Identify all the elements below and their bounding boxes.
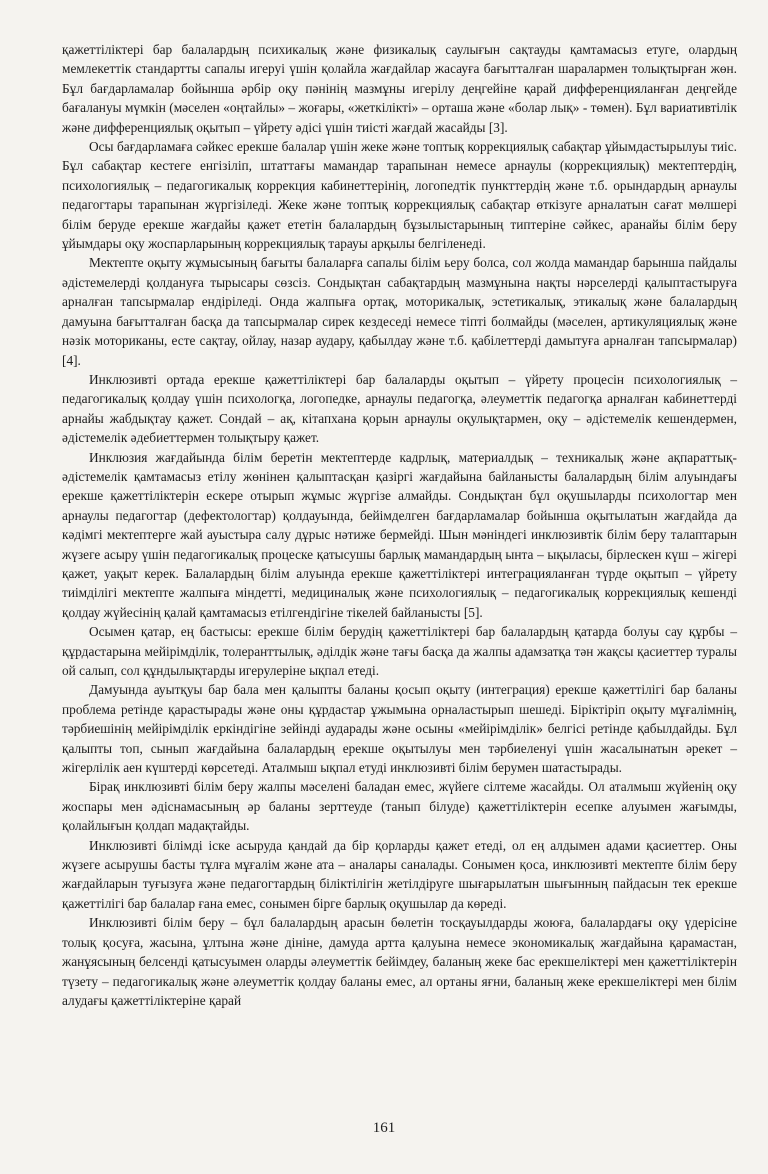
paragraph-9: Инклюзивті білімді іске асыруда қандай да бір қорларды қажет етеді, ол ең алдымен адами қасиеттер. Оны жүзеге асырушы басты тұлға мұғалім және ата – аналары саналады. Сонымен қоса, инклюзивті мектепте білім беру жағдайларын туғызуға және педагогтардың біліктілігін жетілдіруге шығарылатын шығынның пайдасын тек ерекше қажеттілігі бар балалар ғана емес, сонымен бірге барлық оқушылар да көреді. [62, 837, 737, 911]
paragraph-2: Осы бағдарламаға сәйкес ерекше балалар үшін жеке және топтық коррекциялық сабақтар ұйымдастырылуы тиіс. Бұл сабақтар кестеге енгізіліп, штаттағы мамандар тарапынан немесе арнаулы (коррекциялық) мектептердің, психологиялық – педагогикалық коррекция кабинеттерінің, логопедтік пункттердің және т.б. орындардың арнаулы педагогтары тарапынан жүргізіледі. Жеке және топтық коррекциялық сабақтар өткізуге арналатын сағат мөлшері білім беруде ерекше жағдайы қажет ететін балалардың бұзылыстарының типтеріне сәйкес, аранайы білім беру ұйымдары оқу жоспарларының коррекциялық тарауы арқылы белгіленеді. [62, 139, 737, 252]
paragraph-1: қажеттіліктері бар балалардың психикалық және физикалық саулығын сақтауды қамтамасыз етуге, олардың мемлекеттік стандартты сапалы игеруі үшін қолайла жағдайлар жасауға бағытталған шаралармен толықтырған жөн. Бұл бағдарламалар бойынша әрбір оқу пәнінің мазмұны игерілу деңгейіне қарай дифференцияланған деңгейде бағалануы мүмкін (мәселен «оңтайлы» – жоғары, «жеткілікті» – орташа және «болар лық» - төмен). Бұл вариативтілік және дифференциялық оқытып – үйрету әдісі үшін тиісті жағдай жасайды [3]. [62, 42, 737, 135]
paragraph-7: Дамуында ауытқуы бар бала мен қалыпты баланы қосып оқыту (интеграция) ерекше қажеттілігі бар баланы проблема ретінде қарастырады және оны құрдастар ұжымына орналастырып шешеді. Біріктіріп оқыту мұғалімнің, тәрбиешінің мейірімділік еркіндігіне зейінді аударады және осыны «мейірімділік» белгісі ретінде қабылдайды. Бұл қалыпты топ, сынып жағдайына балалардың ерекше оқытылуы мен тәрбиеленуі үшін жасалынатын әрекет – жігерлілік аен күштерді көрсетеді. Аталмыш ықпал етуді инклюзивті білім берумен шатастырады. [62, 682, 737, 776]
body-text [62, 40, 737, 1010]
paragraph-6: Осымен қатар, ең бастысы: ерекше білім берудің қажеттіліктері бар балалардың қатарда болуы сау құрбы – құрдастарына мейірімділік, толеранттылық, әділдік және тағы басқа да жалпы адамзатқа тән жақсы қасиеттер туралы ой салып, сол құндылықтарды игерулеріне ықпал етеді. [62, 624, 737, 678]
paragraph-5: Инклюзия жағдайында білім беретін мектептерде кадрлық, материалдық – техникалық және ақпараттық-әдістемелік қамтамасыз етілу жөнінен қалыптасқан қазіргі жағдайына байланысты балалардың білім алуындағы ерекше қажеттіліктерін ескере отырып жұмыс жүргізе алмайды. Сондықтан бұл оқушыларды психологтар мен арнаулы педагогтар (дефектологтар) қолдауында, бейімделген бағдарламалар бойынша оқытылатын жағдайда да кәдімгі мектептерге жай ауыстыра салу дұрыс нәтиже бермейді. Шын мәніндегі инклюзивтік білім беру талаптарын жүзеге асыру үшін педагогикалық процеске қатысушы барлық мамандардың ынта – ықыласы, бірлескен күш – жігері қажет, уақыт керек. Балалардың білім алуында ерекше қажеттіліктері интеграцияланған түрде оқытып – үйрету тиімділігі мектепте жалпыға міндетті, медициналық және психологиялық – педагогикалық коррекциялық кешенді қолдау жүйесінің қалай қамтамасыз етілгендігіне тікелей байланысты [5]. [62, 449, 737, 620]
paragraph-10: Инклюзивті білім беру – бұл балалардың арасын бөлетін тосқауылдарды жоюға, балалардағы оқу үдерісіне толық қосуға, жасына, ұлтына және дініне, дамуда артта қалуына немесе экономикалық жағдайына қарамастан, жанұясының белсенді қатысуымен оларды әлеуметтік бейімдеу, баланың жеке бас ерекшеліктері мен қажеттіліктерін түзету – педагогикалық және әлеуметтік қолдау баланы емес, ал ортаны яғни, баланың жеке ерекшеліктері мен білім алудағы қажеттіліктеріне қарай [62, 915, 737, 1008]
paragraph-3: Мектепте оқыту жұмысының бағыты балаларға сапалы білім ьеру болса, сол жолда мамандар барынша пайдалы әдістемелерді қолдануға тырысары сөзсіз. Сондықтан сабақтардың мазмұнына нақты нәрселерді қалыптастыруға арналған тапсырмалар ендіріледі. Онда жалпыға ортақ, моторикалық, эстетикалық, этикалық және балалардың дамуына бағытталған басқа да тапсырмалар сирек кездеседі немесе тіпті болмайды (мәселен, артикуляциялық және нәзік моториканы, есте сақтау, ойлау, назар аудару, қабылдау және т.б. қабілеттерді дамытуға арналған тапсырмалар) [4]. [62, 255, 737, 368]
paragraph-8: Бірақ инклюзивті білім беру жалпы мәселені баладан емес, жүйеге сілтеме жасайды. Ол аталмыш жүйенің оқу жоспары мен әдіснамасының әр баланы зерттеуде (танып білуде) қажеттіліктерін есепке алуымен жағымды, қолайлығын қолдап мадақтайды. [62, 779, 737, 834]
page-number: 161 [372, 1120, 396, 1136]
paragraph-4: Инклюзивті ортада ерекше қажеттіліктері бар балаларды оқытып – үйрету процесін психологиялық – педагогикалық қолдау үшін психологқа, логопедке, арнаулы педагогқа, әлеуметтік педагогқа арналған кабинеттерді арнайы жабдықтау қажет. Сондай – ақ, кітапхана қорын арнаулы оқулықтармен, оқу – әдістемелік кешендермен, әдістемелік әдебиеттермен толықтыру қажет. [62, 371, 737, 446]
